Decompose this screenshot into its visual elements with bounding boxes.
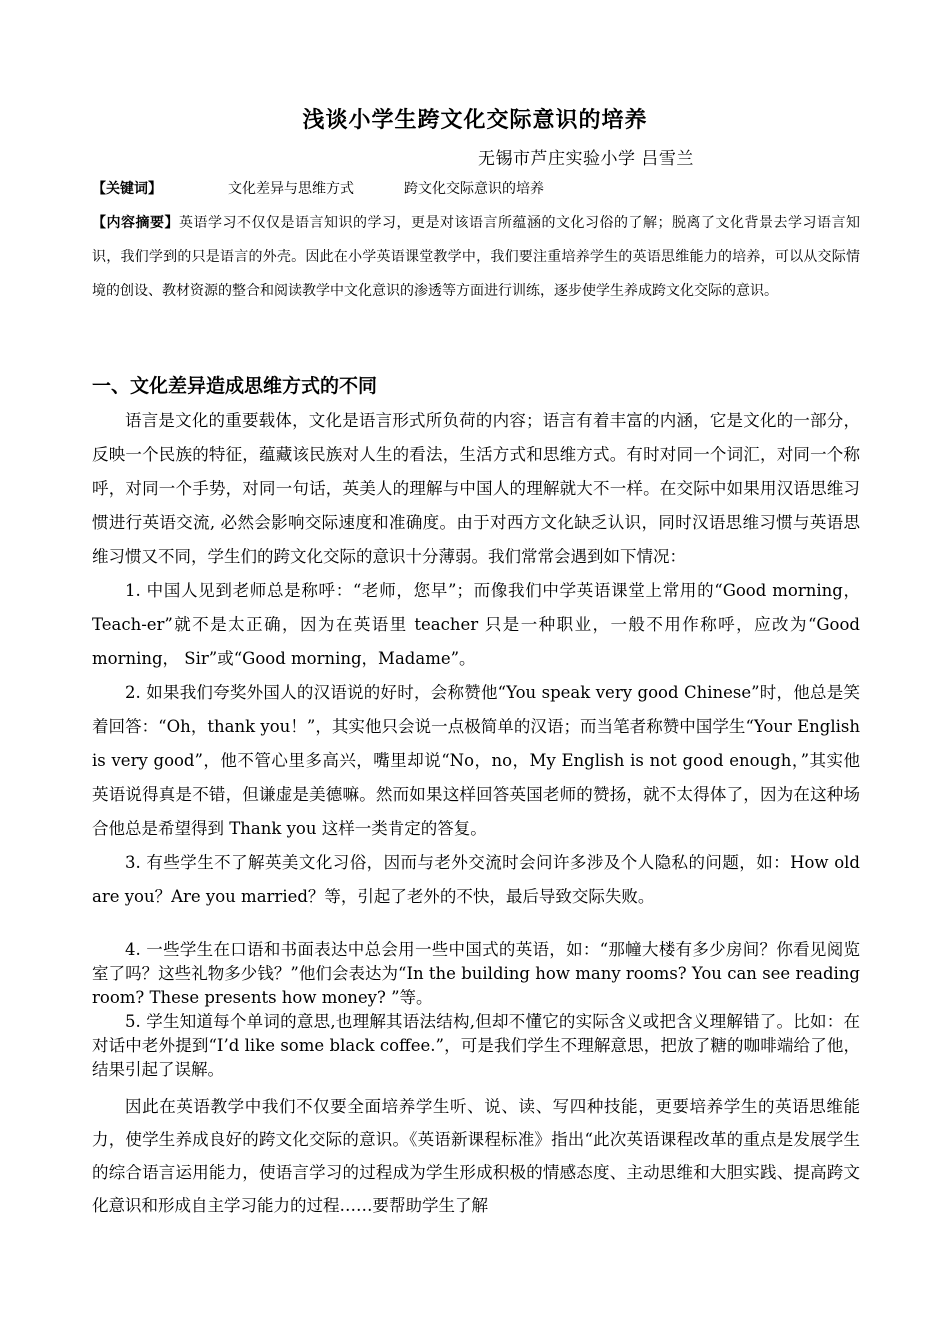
list-item-5: 5. 学生知道每个单词的意思,也理解其语法结构,但却不懂它的实际含义或把含义理解错了。比如：在对话中老外提到“I’d like some black coffee.”，可是我们学生不理解意思，把放了糖的咖啡端给了他，结果引起了误解。	[92, 1012, 860, 1079]
paragraph-intro: 语言是文化的重要载体，文化是语言形式所负荷的内容；语言有着丰富的内涵，它是文化的一部分，反映一个民族的特征，蕴藏该民族对人生的看法，生活方式和思维方式。有时对同一个词汇，对同一个称呼，对同一个手势，对同一句话，英美人的理解与中国人的理解就大不一样。在交际中如果用汉语思维习惯进行英语交流, 必然会影响交际速度和准确度。由于对西方文化缺乏认识，同时汉语思维习惯与英语思维习惯又不同，学生们的跨文化交际的意识十分薄弱。我们常常会遇到如下情况：	[92, 411, 860, 566]
body-block-3	[92, 1090, 860, 1222]
abstract	[92, 206, 860, 308]
keyword-1: 文化差异与思维方式	[228, 181, 354, 197]
page-title: 浅谈小学生跨文化交际意识的培养	[302, 108, 648, 133]
section-heading: 一、文化差异造成思维方式的不同	[92, 375, 378, 397]
body-block-2	[92, 938, 860, 1082]
abstract-text: 英语学习不仅仅是语言知识的学习，更是对该语言所蕴涵的文化习俗的了解；脱离了文化背景去学习语言知识，我们学到的只是语言的外壳。因此在小学英语课堂教学中，我们要注重培养学生的英语思维能力的培养，可以从交际情境的创设、教材资源的整合和阅读教学中文化意识的渗透等方面进行训练，逐步使学生养成跨文化交际的意识。	[92, 215, 860, 299]
keyword-2: 跨文化交际意识的培养	[404, 181, 544, 197]
list-item-4: 4. 一些学生在口语和书面表达中总会用一些中国式的英语，如：“那幢大楼有多少房间？你看见阅览室了吗？这些礼物多少钱？”他们会表达为“In the building how many rooms? You can see reading room? These presents how money? ”等。	[92, 940, 860, 1007]
list-item-1: 1. 中国人见到老师总是称呼：“老师，您早”；而像我们中学英语课堂上常用的“Good morning，Teach-er”就不是太正确，因为在英语里 teacher 只是一种职业，一般不用作称呼，应改为“Good morning， Sir”或“Good morning，Madame”。	[92, 581, 860, 668]
author-line: 无锡市芦庄实验小学 吕雪兰	[478, 149, 694, 169]
keywords-label: 【关键词】	[92, 181, 162, 197]
body-block-1	[92, 404, 860, 914]
list-item-3: 3. 有些学生不了解英美文化习俗，因而与老外交流时会问许多涉及个人隐私的问题，如：How old are you？Are you married？等，引起了老外的不快，最后导致交际失败。	[92, 853, 860, 906]
list-item-2: 2. 如果我们夸奖外国人的汉语说的好时，会称赞他“You speak very good Chinese”时，他总是笑着回答：“Oh，thank you！”，其实他只会说一点极简单的汉语；而当笔者称赞中国学生“Your English is very good”，他不管心里多高兴，嘴里却说“No，no，My English is not good enough，”其实他英语说得真是不错，但谦虚是美德嘛。然而如果这样回答英国老师的赞扬，就不太得体了，因为在这种场合他总是希望得到 Thank you 这样一类肯定的答复。	[92, 683, 860, 838]
abstract-label: 【内容摘要】	[92, 215, 179, 231]
paragraph-conclusion: 因此在英语教学中我们不仅要全面培养学生听、说、读、写四种技能，更要培养学生的英语思维能力，使学生养成良好的跨文化交际的意识。《英语新课程标准》指出“此次英语课程改革的重点是发展学生的综合语言运用能力，使语言学习的过程成为学生形成积极的情感态度、主动思维和大胆实践、提高跨文化意识和形成自主学习能力的过程……要帮助学生了解	[92, 1097, 860, 1215]
keywords-line	[92, 178, 544, 198]
